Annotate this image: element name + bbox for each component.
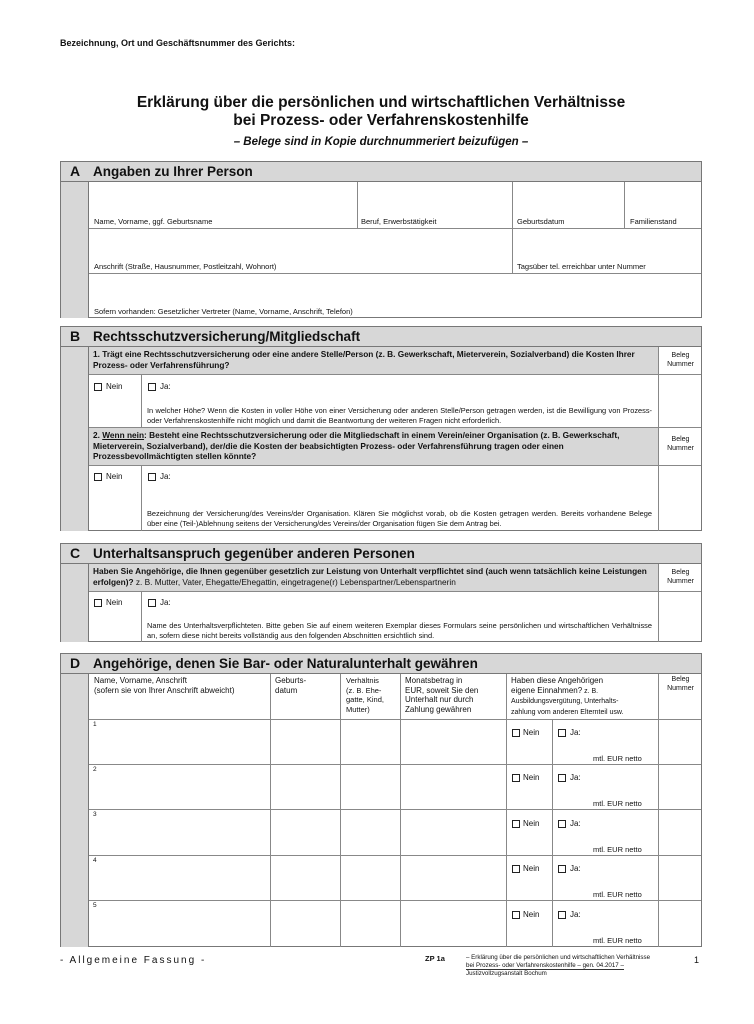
b2-note: Bezeichnung der Versicherung/des Vereins/der Organisation. Klären Sie möglichst vorab, ob die Kosten getragen werden. Bereits vorhandene Belege über eine (Teil-)Ablehnung seitens der Versicherung/des Vereins/der Organisation fügen Sie dem Antrag bei. [147, 509, 652, 528]
d-row5-ja-checkbox[interactable] [558, 911, 566, 919]
d-row5-unit: mtl. EUR netto [593, 936, 642, 945]
field-telefon-label[interactable]: Tagsüber tel. erreichbar unter Nummer [517, 262, 646, 271]
row-number: 3 [93, 811, 97, 818]
c-question-bold: Haben Sie Angehörige, die Ihnen gegenüber gesetzlich zur Leistung von Unterhalt verpflichtet sind (auch wenn tatsächlich keine Leistungen erfolgen)? [93, 566, 647, 587]
d-row3-ja-checkbox[interactable] [558, 820, 566, 828]
b2-ja-label: Ja: [160, 472, 171, 481]
footer-version-label: - Allgemeine Fassung - [60, 955, 207, 966]
d-row4-ja-checkbox[interactable] [558, 865, 566, 873]
section-d-letter: D [69, 655, 81, 671]
c-nein-checkbox[interactable] [94, 599, 102, 607]
c-ja-label: Ja: [160, 598, 171, 607]
col-name-header [94, 676, 269, 695]
section-d-title: Angehörige, denen Sie Bar- oder Naturalunterhalt gewähren [93, 656, 478, 671]
d-row2-ja-label: Ja: [570, 773, 581, 782]
section-c-letter: C [69, 545, 81, 561]
section-b [60, 326, 702, 531]
section-c-header [61, 544, 701, 564]
b1-nein-checkbox[interactable] [94, 383, 102, 391]
d-row3-nein-label: Nein [523, 819, 540, 828]
field-name-label[interactable]: Name, Vorname, ggf. Geburtsname [94, 217, 213, 226]
footer-description [466, 954, 691, 978]
field-beruf-label[interactable]: Beruf, Erwerbstätigkeit [361, 217, 437, 226]
field-vertreter-label[interactable]: Sofern vorhanden: Gesetzlicher Vertreter (Name, Vorname, Anschrift, Telefon) [94, 307, 353, 316]
d-row2-nein-checkbox[interactable] [512, 774, 520, 782]
section-d-sidebar [61, 674, 89, 947]
col-verhaeltnis-header: Verhältnis (z. B. Ehe- gatte, Kind, Mutter) [346, 676, 384, 714]
b2-nein-label: Nein [106, 472, 123, 481]
c-nein-label: Nein [106, 598, 123, 607]
q2-prefix: 2. [93, 430, 100, 440]
beleg-number-label: Beleg Nummer [667, 569, 694, 585]
section-b-sidebar [61, 347, 89, 531]
d-row4-nein-label: Nein [523, 864, 540, 873]
field-geburtsdatum-label[interactable]: Geburtsdatum [517, 217, 565, 226]
col-monatsbetrag-header: Monatsbetrag in EUR, soweit Sie den Unterhalt nur durch Zahlung gewähren [405, 676, 479, 714]
d-row3-nein-checkbox[interactable] [512, 820, 520, 828]
d-row3-unit: mtl. EUR netto [593, 845, 642, 854]
b2-ja-checkbox[interactable] [148, 473, 156, 481]
beleg-number-label: Beleg Nummer [667, 676, 694, 692]
col-einnahmen-header [511, 676, 659, 717]
col-einnahmen-title: Haben diese Angehörigen eigene Einnahmen? [511, 676, 604, 695]
c-question-examples: z. B. Mutter, Vater, Ehegatte/Ehegattin, eingetragene(r) Lebenspartner/Lebenspartnerin [133, 576, 456, 587]
col-name-subtitle: (sofern sie von Ihrer Anschrift abweicht) [94, 685, 235, 695]
section-c [60, 543, 702, 642]
d-row5-nein-label: Nein [523, 910, 540, 919]
d-row2-nein-label: Nein [523, 773, 540, 782]
d-row2-ja-checkbox[interactable] [558, 774, 566, 782]
section-b-header [61, 327, 701, 347]
section-a-letter: A [69, 163, 81, 179]
b1-ja-checkbox[interactable] [148, 383, 156, 391]
d-row1-ja-checkbox[interactable] [558, 729, 566, 737]
d-row5-nein-checkbox[interactable] [512, 911, 520, 919]
form-title-line1: Erklärung über die persönlichen und wirtschaftlichen Verhältnisse [136, 94, 626, 111]
page-number: 1 [694, 955, 700, 965]
section-a-sidebar [61, 182, 89, 318]
section-a-header [61, 162, 701, 182]
d-row4-nein-checkbox[interactable] [512, 865, 520, 873]
row-number: 2 [93, 766, 97, 773]
question-b1: 1. Trägt eine Rechtsschutzversicherung oder eine andere Stelle/Person (z. B. Gewerkschaft, Mieterverein, Sozialverband) die Kosten Ihrer Prozess- oder Verfahrensführung? [89, 347, 658, 374]
b2-nein-checkbox[interactable] [94, 473, 102, 481]
row-number: 5 [93, 902, 97, 909]
row-number: 1 [93, 721, 97, 728]
col-einnahmen-subtitle: z. B. Ausbildungsvergütung, Unterhalts- zahlung vom anderen Elternteil usw. [511, 687, 624, 716]
beleg-number-label: Beleg Nummer [667, 436, 694, 452]
footer-desc-line3: Justizvollzugsanstalt Bochum [466, 970, 547, 977]
section-b-letter: B [69, 328, 81, 344]
c-ja-checkbox[interactable] [148, 599, 156, 607]
question-c [89, 564, 658, 591]
footer-desc-line2: bei Prozess- oder Verfahrenskostenhilfe – gen. 04.2017 – [466, 961, 624, 969]
footer-form-code: ZP 1a [425, 954, 445, 963]
d-row3-ja-label: Ja: [570, 819, 581, 828]
beleg-number-label: Beleg Nummer [667, 352, 694, 368]
section-b-title: Rechtsschutzversicherung/Mitgliedschaft [93, 329, 361, 344]
row-number: 4 [93, 857, 97, 864]
d-row1-ja-label: Ja: [570, 728, 581, 737]
b1-ja-label: Ja: [160, 382, 171, 391]
section-c-sidebar [61, 564, 89, 642]
col-geburtsdatum-header: Geburts- datum [275, 676, 307, 695]
d-row1-nein-checkbox[interactable] [512, 729, 520, 737]
section-d [60, 653, 702, 947]
footer-desc-line1: – Erklärung über die persönlichen und wirtschaftlichen Verhältnisse [466, 954, 651, 961]
d-row4-ja-label: Ja: [570, 864, 581, 873]
form-title-line2: bei Prozess- oder Verfahrenskostenhilfe [233, 112, 529, 129]
section-d-header [61, 654, 701, 674]
q2-emphasis: Wenn nein [102, 430, 145, 440]
q2-text: : Besteht eine Rechtsschutzversicherung oder die Mitgliedschaft in einem Verein/einer Organisation (z. B. Gewerkschaft, Mieterverein, Sozialverband), der/die die Kosten der beabsichtigten Prozess- oder Verfahrensführung tragen oder einen Prozessbevollmächtigten stellen könnte? [93, 430, 620, 461]
form-subtitle: – Belege sind in Kopie durchnummeriert beizufügen – [233, 136, 529, 148]
col-name-title: Name, Vorname, Anschrift [94, 676, 187, 685]
field-anschrift-label[interactable]: Anschrift (Straße, Hausnummer, Postleitzahl, Wohnort) [94, 262, 277, 271]
d-row1-unit: mtl. EUR netto [593, 754, 642, 763]
d-row2-unit: mtl. EUR netto [593, 799, 642, 808]
b1-nein-label: Nein [106, 382, 123, 391]
d-row4-unit: mtl. EUR netto [593, 890, 642, 899]
court-designation-label: Bezeichnung, Ort und Geschäftsnummer des Gerichts: [60, 38, 296, 48]
question-b2 [89, 428, 658, 465]
c-note: Name des Unterhaltsverpflichteten. Bitte geben Sie auf einem weiteren Exemplar dieses Formulars seine persönlichen und wirtschaftlichen Verhältnisse an, sofern diese nicht bereits vollständig aus den folgenden Abschnitten ersichtlich sind. [147, 621, 652, 640]
field-familienstand-label[interactable]: Familienstand [630, 217, 677, 226]
d-row1-nein-label: Nein [523, 728, 540, 737]
section-a-title: Angaben zu Ihrer Person [93, 164, 253, 179]
b1-note: In welcher Höhe? Wenn die Kosten in voller Höhe von einer Versicherung oder anderen Stelle/Person getragen werden, ist die Bewilligung von Prozess- oder Verfahrenskostenhilfe nicht möglich und damit die Beantwortung der weiteren Fragen nicht erforderlich. [147, 406, 652, 425]
section-c-title: Unterhaltsanspruch gegenüber anderen Personen [93, 546, 415, 561]
d-row5-ja-label: Ja: [570, 910, 581, 919]
section-a [60, 161, 702, 318]
